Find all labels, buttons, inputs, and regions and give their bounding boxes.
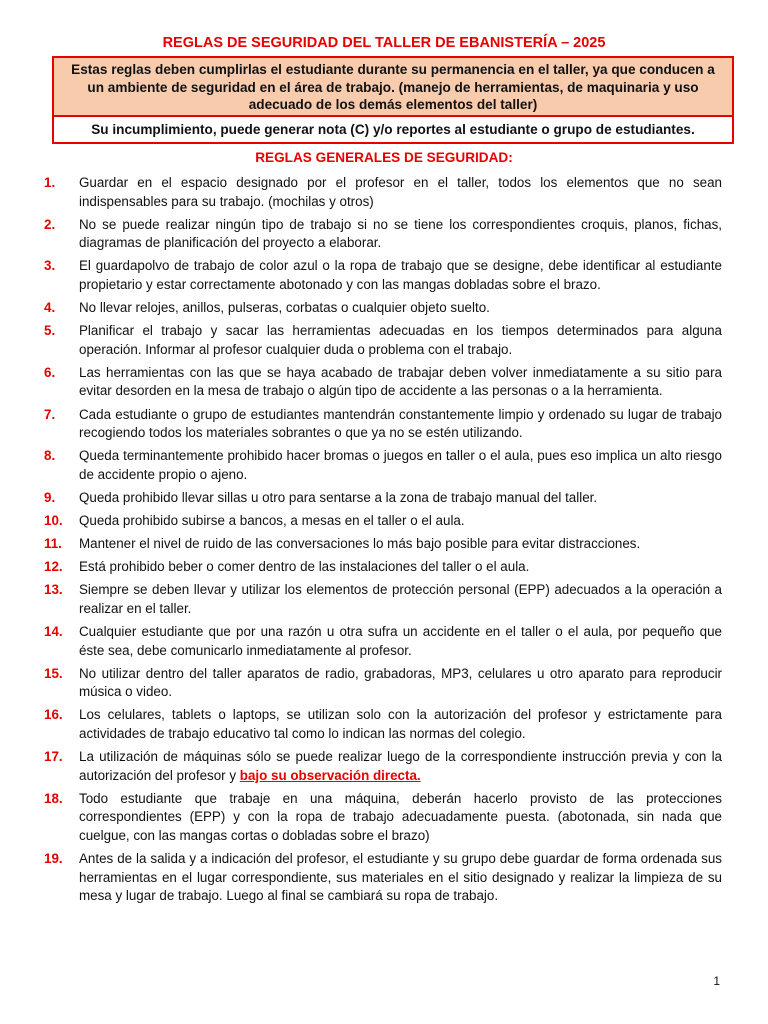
rule-item <box>44 489 722 508</box>
rule-item <box>44 216 722 253</box>
rule-number: 7. <box>44 406 56 422</box>
rule-text: Planificar el trabajo y sacar las herramientas adecuadas en los tiempos determinados para alguna operación. Informar al profesor cualquier duda o problema con el trabajo. <box>79 323 722 357</box>
rule-number: 6. <box>44 364 56 380</box>
rule-number: 13. <box>44 582 63 598</box>
rule-item <box>44 535 722 554</box>
rule-number: 5. <box>44 323 56 339</box>
section-title: REGLAS GENERALES DE SEGURIDAD: <box>255 150 513 165</box>
rule-item <box>44 512 722 531</box>
rule-text <box>79 748 722 785</box>
rule-number: 14. <box>44 623 63 639</box>
rule-item <box>44 299 722 318</box>
rule-item <box>44 748 722 785</box>
rule-item <box>44 850 722 906</box>
rule-number: 8. <box>44 448 56 464</box>
rule-text-main: La utilización de máquinas sólo se puede realizar luego de la correspondiente instrucción previa y con la autorización del profesor y <box>79 749 722 783</box>
page-number: 1 <box>713 974 720 988</box>
rule-item <box>44 790 722 846</box>
rule-number: 19. <box>44 851 63 866</box>
rule-item <box>44 665 722 702</box>
rule-item <box>44 558 722 577</box>
rules-list <box>44 174 722 910</box>
rule-number: 2. <box>44 216 56 232</box>
rule-number: 9. <box>44 489 56 505</box>
rule-item <box>44 623 722 660</box>
rule-item <box>44 364 722 401</box>
rule-number: 12. <box>44 559 63 575</box>
rule-text: No se puede realizar ningún tipo de trabajo si no se tiene los correspondientes croquis, planos, fichas, diagramas de planificación del proyecto a elaborar. <box>79 216 722 251</box>
rule-item <box>44 706 722 743</box>
rule-number: 4. <box>44 300 56 316</box>
rule-text: No llevar relojes, anillos, pulseras, corbatas o cualquier objeto suelto. <box>79 300 490 316</box>
rule-number: 16. <box>44 707 63 723</box>
rule-number: 15. <box>44 665 63 681</box>
rule-text: Queda prohibido subirse a bancos, a mesas en el taller o el aula. <box>79 513 465 528</box>
rule-text: No utilizar dentro del taller aparatos de radio, grabadoras, MP3, celulares u otro aparato para reproducir música o video. <box>79 665 722 700</box>
rule-item <box>44 322 722 359</box>
document-title: REGLAS DE SEGURIDAD DEL TALLER DE EBANISTERÍA – 2025 <box>162 35 606 51</box>
rule-number: 1. <box>44 175 56 190</box>
rule-text: Los celulares, tablets o laptops, se utilizan solo con la autorización del profesor y estrictamente para actividades de trabajo educativo tal como lo indican las normas del colegio. <box>79 707 722 741</box>
rule-text: Todo estudiante que trabaje en una máquina, deberán hacerlo provisto de las protecciones correspondientes (EPP) y con la ropa de trabajo adecuadamente puesta. (abotonada, sin nada que cuelgue, con las mangas cortas o dobladas sobre el brazo) <box>79 790 722 843</box>
rule-item <box>44 447 722 484</box>
rule-text: Queda prohibido llevar sillas u otro para sentarse a la zona de trabajo manual del taller. <box>79 489 598 505</box>
rule-item <box>44 174 722 211</box>
rule-number: 17. <box>44 749 63 765</box>
rule-text: Las herramientas con las que se haya acabado de trabajar deben volver inmediatamente a su sitio para evitar desorden en la mesa de trabajo o algún tipo de accidente a las personas o a la herramienta. <box>79 364 722 399</box>
rule-emphasis: bajo su observación directa. <box>239 767 421 783</box>
rule-text: El guardapolvo de trabajo de color azul o la ropa de trabajo que se designe, debe identificar al estudiante propietario y estar correctamente abotonado y con las mangas dobladas sobre el brazo. <box>79 258 722 292</box>
rule-item <box>44 406 722 443</box>
rule-item <box>44 257 722 294</box>
rule-text: Mantener el nivel de ruido de las conversaciones lo más bajo posible para evitar distracciones. <box>79 536 641 552</box>
warning-box: Su incumplimiento, puede generar nota (C) y/o reportes al estudiante o grupo de estudiantes. <box>52 115 734 144</box>
rule-number: 3. <box>44 258 56 274</box>
rule-text: Queda terminantemente prohibido hacer bromas o juegos en taller o el aula, pues eso implica un alto riesgo de accidente propio o ajeno. <box>79 448 722 482</box>
rule-text: Cada estudiante o grupo de estudiantes mantendrán constantemente limpio y ordenado su lugar de trabajo recogiendo todos los materiales sobrantes o que ya no se estén utilizando. <box>79 406 722 441</box>
rule-text: Antes de la salida y a indicación del profesor, el estudiante y su grupo debe guardar de forma ordenada sus herramientas en el lugar correspondiente, sus materiales en el sitio designado y realizar la limpieza de su mesa y lugar de trabajo. Luego al final se cambiará su ropa de trabajo. <box>79 851 722 904</box>
rule-text: Guardar en el espacio designado por el profesor en el taller, todos los elementos que no sean indispensables para su trabajo. (mochilas y otros) <box>79 175 722 209</box>
rule-number: 11. <box>44 536 62 552</box>
rule-text: Cualquier estudiante que por una razón u otra sufra un accidente en el taller o el aula, por pequeño que éste sea, debe comunicarlo inmediatamente al profesor. <box>79 623 722 658</box>
rule-text: Está prohibido beber o comer dentro de las instalaciones del taller o el aula. <box>79 559 530 575</box>
rule-item <box>44 581 722 618</box>
rule-text: Siempre se deben llevar y utilizar los elementos de protección personal (EPP) adecuados a la operación a realizar en el taller. <box>79 582 722 616</box>
intro-box: Estas reglas deben cumplirlas el estudiante durante su permanencia en el taller, ya que conducen a un ambiente de seguridad en el área de trabajo. (manejo de herramientas, de maquinaria y uso adecuado de los demás elementos del taller) <box>52 56 734 119</box>
rule-number: 10. <box>44 513 63 528</box>
rule-number: 18. <box>44 790 63 806</box>
